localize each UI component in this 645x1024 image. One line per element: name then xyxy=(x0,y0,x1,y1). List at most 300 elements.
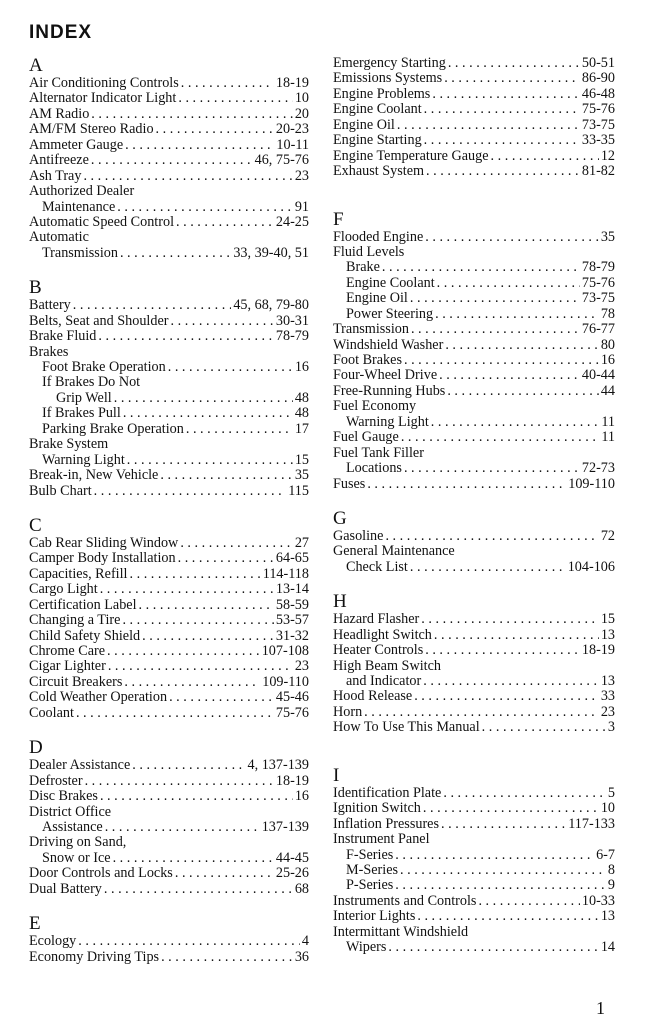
entry-page: 23 xyxy=(294,168,309,184)
index-entry xyxy=(333,149,615,164)
index-entry xyxy=(29,950,309,965)
entry-page: 6-7 xyxy=(596,847,615,863)
section-letter: I xyxy=(333,764,340,786)
leader-dots xyxy=(108,659,293,674)
index-column-right xyxy=(333,56,615,956)
section-gap xyxy=(29,261,309,278)
index-entry xyxy=(29,122,309,137)
leader-dots xyxy=(186,422,293,437)
entry-page: 115 xyxy=(288,483,309,499)
entry-page: 86-90 xyxy=(581,71,615,87)
entry-page: 11 xyxy=(601,430,615,446)
leader-dots xyxy=(117,200,293,215)
entry-label: Fuses xyxy=(333,476,366,492)
entry-page: 48 xyxy=(294,406,309,422)
leader-dots xyxy=(404,461,580,476)
section-gap xyxy=(29,721,309,738)
entry-page: 20-23 xyxy=(275,122,309,138)
leader-dots xyxy=(435,307,599,322)
index-entry xyxy=(333,477,615,492)
entry-label: Antifreeze xyxy=(29,153,89,169)
entry-label: Ammeter Gauge xyxy=(29,137,124,153)
entry-label: Cold Weather Operation xyxy=(29,690,168,706)
index-entry xyxy=(29,138,309,153)
entry-label: Alternator Indicator Light xyxy=(29,91,177,107)
index-entry xyxy=(29,820,309,835)
entry-page: 16 xyxy=(600,353,615,368)
entry-label: Certification Label xyxy=(29,597,137,613)
index-column-left xyxy=(29,56,309,965)
entry-label: Engine Oil xyxy=(346,291,408,307)
entry-label: Snow or Ice xyxy=(42,850,111,866)
entry-label: AM Radio xyxy=(29,106,90,122)
section-gap xyxy=(29,499,309,516)
entry-label: Fuel Tank Filler xyxy=(333,445,424,461)
entry-page: 18-19 xyxy=(275,76,309,91)
leader-dots xyxy=(424,133,580,148)
entry-label: Power Steering xyxy=(346,306,434,322)
entry-page: 12 xyxy=(600,148,615,164)
entry-label: Cargo Light xyxy=(29,582,98,598)
entry-page: 15 xyxy=(294,452,309,468)
leader-dots xyxy=(142,629,274,644)
entry-label: Coolant xyxy=(29,705,74,721)
index-entry xyxy=(333,674,615,689)
index-entry xyxy=(29,835,309,850)
leader-dots xyxy=(434,628,599,643)
entry-page: 4 xyxy=(301,934,309,950)
leader-dots xyxy=(439,368,580,383)
entry-page: 31-32 xyxy=(275,628,309,644)
leader-dots xyxy=(175,866,274,881)
leader-dots xyxy=(382,260,580,275)
entry-page: 23 xyxy=(294,659,309,675)
index-entry xyxy=(333,322,615,337)
index-entry xyxy=(29,329,309,344)
entry-label: Cigar Lighter xyxy=(29,659,106,675)
entry-page: 10-33 xyxy=(581,893,615,909)
index-entry xyxy=(333,909,615,924)
entry-label: Engine Oil xyxy=(333,117,395,133)
entry-label: Driving on Sand, xyxy=(29,835,127,851)
entry-label: Maintenance xyxy=(42,199,116,215)
leader-dots xyxy=(425,643,580,658)
index-entry xyxy=(333,133,615,148)
page-number: 1 xyxy=(596,998,605,1018)
entry-page: 45, 68, 79-80 xyxy=(233,298,309,314)
entry-page: 45-46 xyxy=(275,690,309,706)
index-entry xyxy=(29,437,309,452)
index-entry xyxy=(29,882,309,897)
entry-label: Economy Driving Tips xyxy=(29,949,160,965)
leader-dots xyxy=(437,276,580,291)
entry-page: 75-76 xyxy=(581,275,615,291)
entry-page: 35 xyxy=(294,468,309,484)
leader-dots xyxy=(410,291,580,306)
leader-dots xyxy=(448,56,580,71)
entry-page: 78-79 xyxy=(275,329,309,345)
index-entry xyxy=(333,415,615,430)
leader-dots xyxy=(423,674,599,689)
index-entry xyxy=(333,338,615,353)
entry-label: District Office xyxy=(29,804,112,820)
entry-label: Automatic xyxy=(29,230,89,246)
entry-label: Grip Well xyxy=(56,390,112,406)
index-entry xyxy=(333,353,615,368)
entry-label: Disc Brakes xyxy=(29,789,98,805)
entry-page: 33 xyxy=(600,689,615,705)
entry-page: 50-51 xyxy=(581,56,615,71)
index-entry xyxy=(333,446,615,461)
index-entry xyxy=(29,551,309,566)
index-entry xyxy=(29,169,309,184)
entry-label: Brake Fluid xyxy=(29,329,97,345)
section-gap xyxy=(333,492,615,509)
entry-page: 10-11 xyxy=(276,137,309,153)
entry-page: 137-139 xyxy=(261,819,309,835)
index-entry xyxy=(333,544,615,559)
leader-dots xyxy=(76,706,274,721)
index-entry xyxy=(29,484,309,499)
section-gap xyxy=(333,575,615,592)
leader-dots xyxy=(94,484,287,499)
entry-label: Interior Lights xyxy=(333,909,416,925)
entry-page: 58-59 xyxy=(275,597,309,613)
entry-label: Belts, Seat and Shoulder xyxy=(29,313,169,329)
index-entry xyxy=(29,690,309,705)
leader-dots xyxy=(123,406,293,421)
entry-label: Locations xyxy=(346,461,402,477)
entry-label: Wipers xyxy=(346,940,387,956)
entry-label: Engine Temperature Gauge xyxy=(333,148,489,164)
index-entry xyxy=(333,461,615,476)
entry-label: Engine Coolant xyxy=(346,275,435,291)
leader-dots xyxy=(139,598,274,613)
index-entry xyxy=(333,925,615,940)
entry-label: Cab Rear Sliding Window xyxy=(29,535,179,551)
page-title: INDEX xyxy=(29,22,93,43)
leader-dots xyxy=(120,246,231,261)
entry-label: Transmission xyxy=(42,245,118,261)
entry-label: M-Series xyxy=(346,862,399,878)
index-entry xyxy=(333,894,615,909)
index-entry xyxy=(29,567,309,582)
entry-page: 64-65 xyxy=(275,551,309,567)
index-entry xyxy=(333,118,615,133)
entry-label: Four-Wheel Drive xyxy=(333,368,438,384)
leader-dots xyxy=(441,817,566,832)
section-letter: A xyxy=(29,55,43,76)
entry-label: If Brakes Do Not xyxy=(42,375,141,391)
index-entry xyxy=(333,276,615,291)
entry-label: Intermittant Windshield xyxy=(333,924,469,940)
entry-page: 13-14 xyxy=(275,582,309,598)
leader-dots xyxy=(113,851,274,866)
entry-label: Brakes xyxy=(29,344,69,360)
index-entry xyxy=(29,230,309,245)
index-entry xyxy=(29,629,309,644)
entry-label: Brake xyxy=(346,260,380,276)
entry-page: 53-57 xyxy=(275,613,309,629)
entry-page: 35 xyxy=(600,229,615,245)
leader-dots xyxy=(91,107,293,122)
leader-dots xyxy=(367,477,566,492)
index-entry xyxy=(333,430,615,445)
leader-dots xyxy=(178,551,274,566)
entry-label: Engine Coolant xyxy=(333,102,422,118)
leader-dots xyxy=(417,909,598,924)
section-gap xyxy=(333,180,615,210)
leader-dots xyxy=(431,415,600,430)
index-entry xyxy=(333,786,615,801)
index-entry xyxy=(333,848,615,863)
leader-dots xyxy=(161,950,293,965)
leader-dots xyxy=(401,430,600,445)
entry-page: 16 xyxy=(294,789,309,805)
leader-dots xyxy=(107,644,260,659)
index-entry xyxy=(29,298,309,313)
entry-page: 33-35 xyxy=(581,133,615,149)
entry-page: 16 xyxy=(294,360,309,375)
leader-dots xyxy=(388,940,598,955)
leader-dots xyxy=(395,848,594,863)
entry-label: Instruments and Controls xyxy=(333,893,477,909)
entry-page: 44-45 xyxy=(275,850,309,866)
leader-dots xyxy=(444,71,580,86)
entry-page: 3 xyxy=(607,720,615,736)
entry-label: P-Series xyxy=(346,878,394,894)
index-entry xyxy=(29,76,309,91)
leader-dots xyxy=(169,690,274,705)
index-entry xyxy=(333,368,615,383)
index-entry xyxy=(333,832,615,847)
entry-page: 109-110 xyxy=(568,476,615,492)
leader-dots xyxy=(91,153,253,168)
index-entry xyxy=(333,863,615,878)
entry-label: Fuel Gauge xyxy=(333,430,399,446)
entry-label: Engine Problems xyxy=(333,86,431,102)
entry-label: If Brakes Pull xyxy=(42,406,121,422)
leader-dots xyxy=(443,786,606,801)
leader-dots xyxy=(100,789,293,804)
index-entry xyxy=(29,644,309,659)
entry-label: Hood Release xyxy=(333,689,413,705)
section-letter: E xyxy=(29,913,41,935)
index-entry xyxy=(333,230,615,245)
index-entry xyxy=(333,689,615,704)
entry-page: 11 xyxy=(601,414,615,430)
entry-label: General Maintenance xyxy=(333,544,455,560)
entry-page: 40-44 xyxy=(581,368,615,384)
entry-page: 78-79 xyxy=(581,260,615,276)
index-entry xyxy=(29,706,309,721)
index-entry xyxy=(333,705,615,720)
leader-dots xyxy=(132,758,245,773)
leader-dots xyxy=(432,87,580,102)
entry-label: Break-in, New Vehicle xyxy=(29,468,159,484)
entry-page: 13 xyxy=(600,674,615,689)
entry-page: 18-19 xyxy=(275,773,309,789)
entry-label: Parking Brake Operation xyxy=(42,421,184,437)
entry-label: Emergency Starting xyxy=(333,56,446,71)
entry-page: 24-25 xyxy=(275,214,309,230)
entry-page: 8 xyxy=(607,862,615,878)
index-entry xyxy=(29,184,309,199)
leader-dots xyxy=(125,138,274,153)
entry-page: 72 xyxy=(600,528,615,544)
leader-dots xyxy=(114,391,293,406)
section-letter: G xyxy=(333,507,347,529)
leader-dots xyxy=(160,468,292,483)
leader-dots xyxy=(426,164,580,179)
entry-page: 14 xyxy=(600,940,615,956)
entry-label: Ignition Switch xyxy=(333,801,421,817)
index-entry xyxy=(29,851,309,866)
index-entry xyxy=(333,612,615,627)
entry-label: Automatic Speed Control xyxy=(29,214,175,230)
index-entry xyxy=(333,87,615,102)
entry-label: Instrument Panel xyxy=(333,832,430,848)
entry-label: Flooded Engine xyxy=(333,229,424,245)
index-entry xyxy=(29,659,309,674)
entry-label: Free-Running Hubs xyxy=(333,383,446,399)
entry-page: 91 xyxy=(294,199,309,215)
leader-dots xyxy=(181,76,274,91)
entry-label: F-Series xyxy=(346,847,394,863)
leader-dots xyxy=(447,384,599,399)
entry-label: Inflation Pressures xyxy=(333,816,439,832)
entry-label: Horn xyxy=(333,704,363,720)
leader-dots xyxy=(122,613,273,628)
entry-label: Bulb Chart xyxy=(29,483,92,499)
leader-dots xyxy=(85,774,274,789)
entry-label: Emissions Systems xyxy=(333,71,443,87)
leader-dots xyxy=(410,560,566,575)
leader-dots xyxy=(482,720,606,735)
leader-dots xyxy=(127,453,293,468)
entry-label: Fuel Economy xyxy=(333,399,417,415)
index-entry xyxy=(333,529,615,544)
leader-dots xyxy=(411,322,580,337)
leader-dots xyxy=(100,582,274,597)
index-entry xyxy=(29,422,309,437)
entry-page: 44 xyxy=(600,383,615,399)
entry-label: Air Conditioning Controls xyxy=(29,76,179,91)
index-entry xyxy=(333,164,615,179)
entry-page: 13 xyxy=(600,627,615,643)
entry-page: 17 xyxy=(294,421,309,437)
index-entry xyxy=(29,598,309,613)
section-letter: H xyxy=(333,591,347,613)
index-entry xyxy=(29,613,309,628)
leader-dots xyxy=(104,882,293,897)
entry-page: 5 xyxy=(607,785,615,801)
entry-page: 33, 39-40, 51 xyxy=(233,245,309,261)
entry-label: Dual Battery xyxy=(29,881,102,897)
leader-dots xyxy=(130,567,261,582)
entry-page: 80 xyxy=(600,337,615,353)
entry-page: 114-118 xyxy=(262,566,309,582)
entry-page: 46, 75-76 xyxy=(254,153,309,169)
index-entry xyxy=(29,406,309,421)
entry-label: Engine Starting xyxy=(333,133,422,149)
entry-page: 18-19 xyxy=(581,643,615,659)
entry-label: Headlight Switch xyxy=(333,627,432,643)
entry-label: Chrome Care xyxy=(29,644,106,659)
leader-dots xyxy=(404,353,599,368)
entry-label: Warning Light xyxy=(42,452,125,468)
index-entry xyxy=(29,468,309,483)
section-letter: D xyxy=(29,737,43,759)
index-entry xyxy=(333,71,615,86)
leader-dots xyxy=(105,820,260,835)
leader-dots xyxy=(73,298,232,313)
index-entry xyxy=(333,801,615,816)
leader-dots xyxy=(176,215,274,230)
index-entry xyxy=(29,200,309,215)
entry-page: 46-48 xyxy=(581,86,615,102)
entry-page: 107-108 xyxy=(261,644,309,659)
entry-label: Defroster xyxy=(29,773,83,789)
entry-label: Gasoline xyxy=(333,528,384,544)
index-entry xyxy=(333,307,615,322)
entry-page: 68 xyxy=(294,881,309,897)
index-entry xyxy=(29,805,309,820)
index-entry xyxy=(29,453,309,468)
entry-page: 48 xyxy=(294,390,309,406)
entry-label: Authorized Dealer xyxy=(29,184,135,200)
index-entry xyxy=(333,291,615,306)
entry-label: Child Safety Shield xyxy=(29,628,141,644)
entry-page: 23 xyxy=(600,704,615,720)
leader-dots xyxy=(171,314,274,329)
section-letter: B xyxy=(29,277,42,299)
entry-label: How To Use This Manual xyxy=(333,720,480,736)
entry-page: 9 xyxy=(607,878,615,894)
index-entry xyxy=(333,720,615,735)
entry-label: Warning Light xyxy=(346,414,429,430)
entry-label: Door Controls and Locks xyxy=(29,866,173,882)
entry-label: Battery xyxy=(29,298,71,314)
entry-page: 4, 137-139 xyxy=(247,758,309,774)
entry-page: 117-133 xyxy=(568,816,615,832)
section-letter: F xyxy=(333,208,344,230)
leader-dots xyxy=(414,689,599,704)
entry-page: 10 xyxy=(294,91,309,107)
section-letter: C xyxy=(29,514,42,536)
index-entry xyxy=(29,91,309,106)
entry-label: Foot Brakes xyxy=(333,353,402,368)
leader-dots xyxy=(425,230,599,245)
entry-page: 10 xyxy=(600,801,615,817)
leader-dots xyxy=(78,934,300,949)
entry-page: 78 xyxy=(600,306,615,322)
leader-dots xyxy=(385,529,598,544)
entry-label: Ash Tray xyxy=(29,168,82,184)
leader-dots xyxy=(178,91,292,106)
index-entry xyxy=(333,260,615,275)
entry-page: 75-76 xyxy=(581,102,615,118)
index-entry xyxy=(333,245,615,260)
entry-label: Changing a Tire xyxy=(29,613,121,629)
leader-dots xyxy=(400,863,606,878)
index-entry xyxy=(333,56,615,71)
index-entry xyxy=(333,399,615,414)
entry-page: 76-77 xyxy=(581,322,615,338)
index-entry xyxy=(29,153,309,168)
entry-page: 36 xyxy=(294,949,309,965)
section-gap xyxy=(29,897,309,914)
